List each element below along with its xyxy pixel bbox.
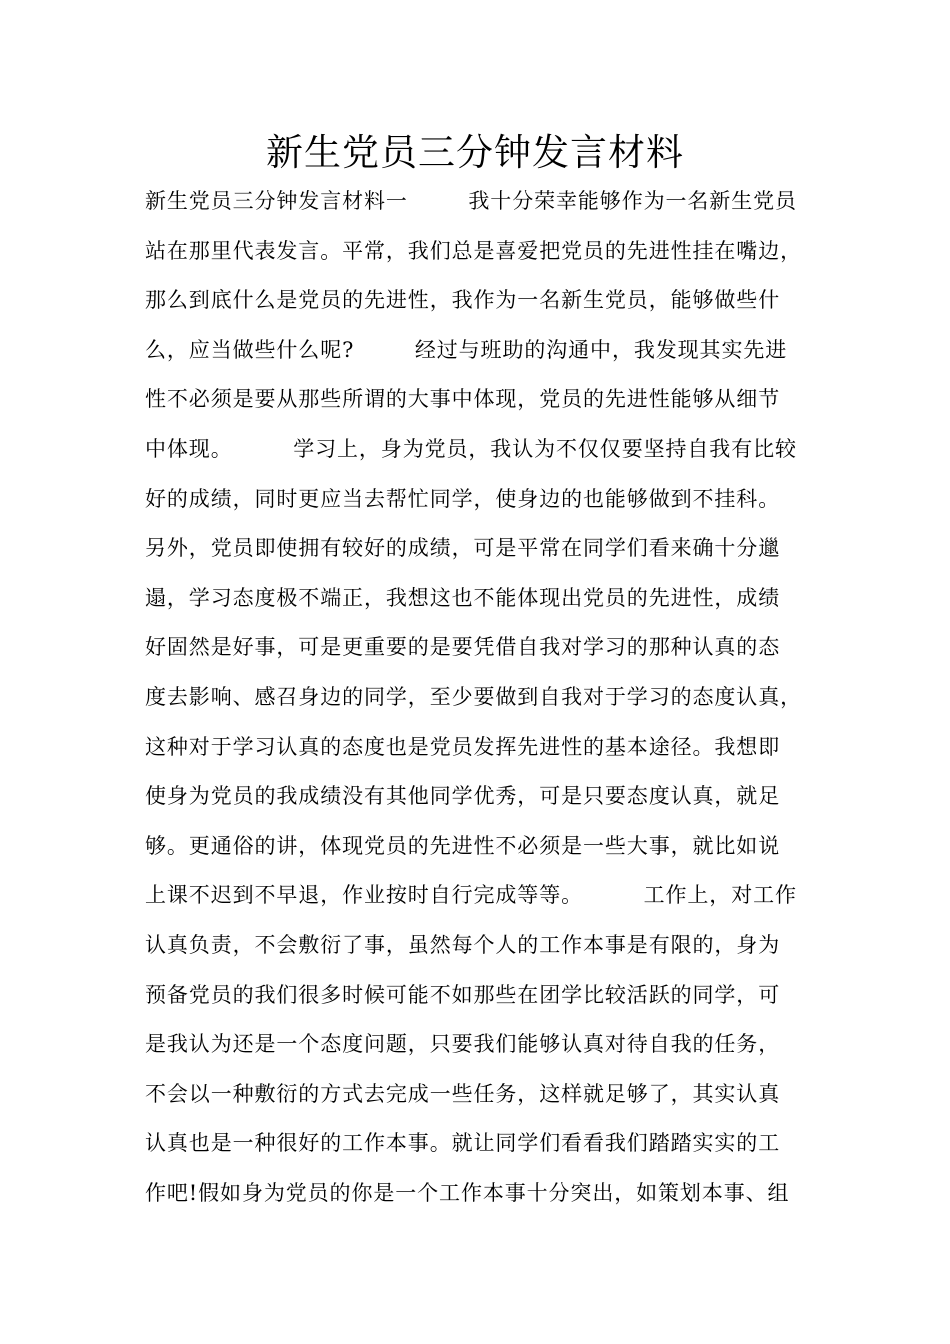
body-line: 中体现。 学习上，身为党员，我认为不仅仅要坚持自我有比较 <box>145 436 797 461</box>
body-line: 够。更通俗的讲，体现党员的先进性不必须是一些大事，就比如说 <box>145 833 781 858</box>
body-line: 作吧!假如身为党员的你是一个工作本事十分突出，如策划本事、组 <box>145 1180 790 1205</box>
body-line: 是我认为还是一个态度问题，只要我们能够认真对待自我的任务， <box>145 1032 781 1057</box>
body-line: 那么到底什么是党员的先进性，我作为一名新生党员，能够做些什 <box>145 288 781 313</box>
body-line: 遢，学习态度极不端正，我想这也不能体现出党员的先进性，成绩 <box>145 585 781 610</box>
body-line: 好固然是好事，可是更重要的是要凭借自我对学习的那种认真的态 <box>145 635 781 660</box>
body-line: 不会以一种敷衍的方式去完成一些任务，这样就足够了，其实认真 <box>145 1081 781 1106</box>
body-line: 这种对于学习认真的态度也是党员发挥先进性的基本途径。我想即 <box>145 734 781 759</box>
body-line: 性不必须是要从那些所谓的大事中体现，党员的先进性能够从细节 <box>145 387 781 412</box>
body-line: 上课不迟到不早退，作业按时自行完成等等。 工作上，对工作 <box>145 883 797 908</box>
document-body <box>145 182 835 1223</box>
body-line: 预备党员的我们很多时候可能不如那些在团学比较活跃的同学，可 <box>145 982 781 1007</box>
document-title: 新生党员三分钟发言材料 <box>266 131 684 174</box>
body-line: 么，应当做些什么呢? 经过与班助的沟通中，我发现其实先进 <box>145 337 788 362</box>
body-line: 度去影响、感召身边的同学，至少要做到自我对于学习的态度认真， <box>145 684 802 709</box>
body-line: 站在那里代表发言。平常，我们总是喜爱把党员的先进性挂在嘴边， <box>145 238 802 263</box>
body-line: 好的成绩，同时更应当去帮忙同学，使身边的也能够做到不挂科。 <box>145 486 781 511</box>
body-line: 另外，党员即使拥有较好的成绩，可是平常在同学们看来确十分邋 <box>145 536 781 561</box>
body-line: 使身为党员的我成绩没有其他同学优秀，可是只要态度认真，就足 <box>145 784 781 809</box>
body-line: 认真负责，不会敷衍了事，虽然每个人的工作本事是有限的，身为 <box>145 932 781 957</box>
body-line: 新生党员三分钟发言材料一 我十分荣幸能够作为一名新生党员 <box>145 189 797 213</box>
body-line: 认真也是一种很好的工作本事。就让同学们看看我们踏踏实实的工 <box>145 1131 781 1156</box>
